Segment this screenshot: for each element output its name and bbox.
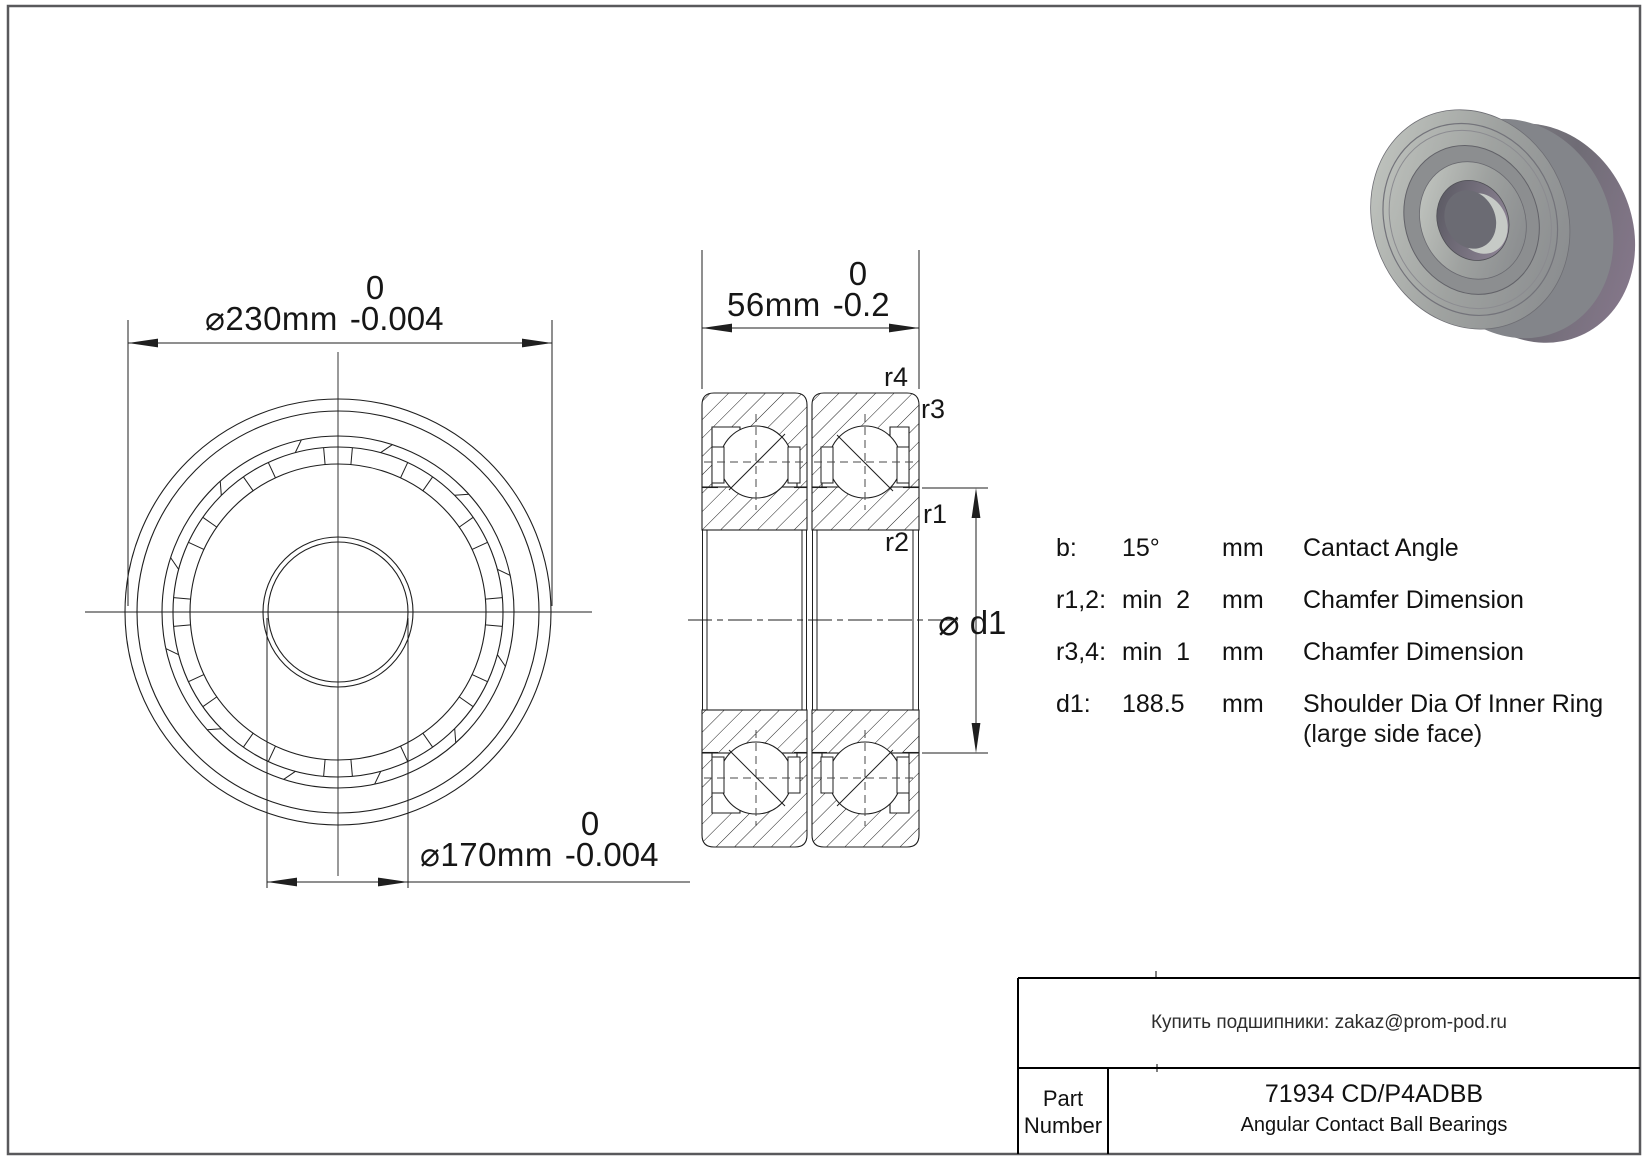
shoulder-diameter-label: [938, 602, 1006, 644]
bore-diameter-dimension: [420, 805, 659, 873]
spec-value: min 1: [1122, 638, 1191, 666]
width-dimension: [727, 255, 890, 323]
spec-description: Shoulder Dia Of Inner Ring: [1303, 690, 1604, 718]
part-category: Angular Contact Ball Bearings: [1240, 1114, 1508, 1136]
spec-unit: mm: [1222, 690, 1264, 718]
front-view-drawing: [85, 352, 592, 876]
width-value: 56mm: [727, 286, 821, 323]
spec-unit: mm: [1222, 638, 1264, 666]
spec-value: 15°: [1122, 534, 1160, 562]
part-label-line2: Number: [1023, 1113, 1103, 1138]
spec-label: b:: [1056, 534, 1077, 562]
part-number-label: [1018, 1085, 1108, 1139]
bearing-3d-render: [1336, 56, 1646, 397]
spec-label: r3,4:: [1056, 638, 1107, 666]
bore-diameter-value: ⌀170mm: [420, 836, 553, 873]
spec-description: Chamfer Dimension: [1303, 586, 1524, 614]
spec-description: Cantact Angle: [1303, 534, 1459, 562]
spec-value: 188.5: [1122, 690, 1185, 718]
diameter-symbol: ⌀: [938, 602, 960, 643]
section-view-drawing: [688, 393, 958, 847]
spec-description-line2: (large side face): [1303, 720, 1483, 748]
outer-diameter-value: ⌀230mm: [205, 300, 338, 337]
spec-label: r1,2:: [1056, 586, 1107, 614]
corner-label-r3: r3: [921, 394, 946, 424]
front-view-dimensions: [128, 320, 690, 888]
corner-label-r4: r4: [884, 362, 909, 392]
corner-label-r2: r2: [885, 527, 910, 557]
outer-diameter-tolerance: 0 -0.004: [349, 269, 444, 337]
spec-label: d1:: [1056, 690, 1091, 718]
width-tolerance: 0 -0.2: [832, 255, 890, 323]
d1-text: d1: [969, 604, 1007, 641]
contact-email-text: Купить подшипники: zakaz@prom-pod.ru: [1150, 1012, 1508, 1033]
spec-description: Chamfer Dimension: [1303, 638, 1524, 666]
outer-diameter-dimension: [205, 269, 444, 337]
bore-diameter-tolerance: 0 -0.004: [564, 805, 659, 873]
part-number-value: 71934 CD/P4ADBB: [1264, 1080, 1484, 1108]
corner-label-r1: r1: [923, 499, 948, 529]
spec-value: min 2: [1122, 586, 1191, 614]
part-label-line1: Part: [1042, 1086, 1084, 1111]
spec-unit: mm: [1222, 586, 1264, 614]
spec-unit: mm: [1222, 534, 1264, 562]
